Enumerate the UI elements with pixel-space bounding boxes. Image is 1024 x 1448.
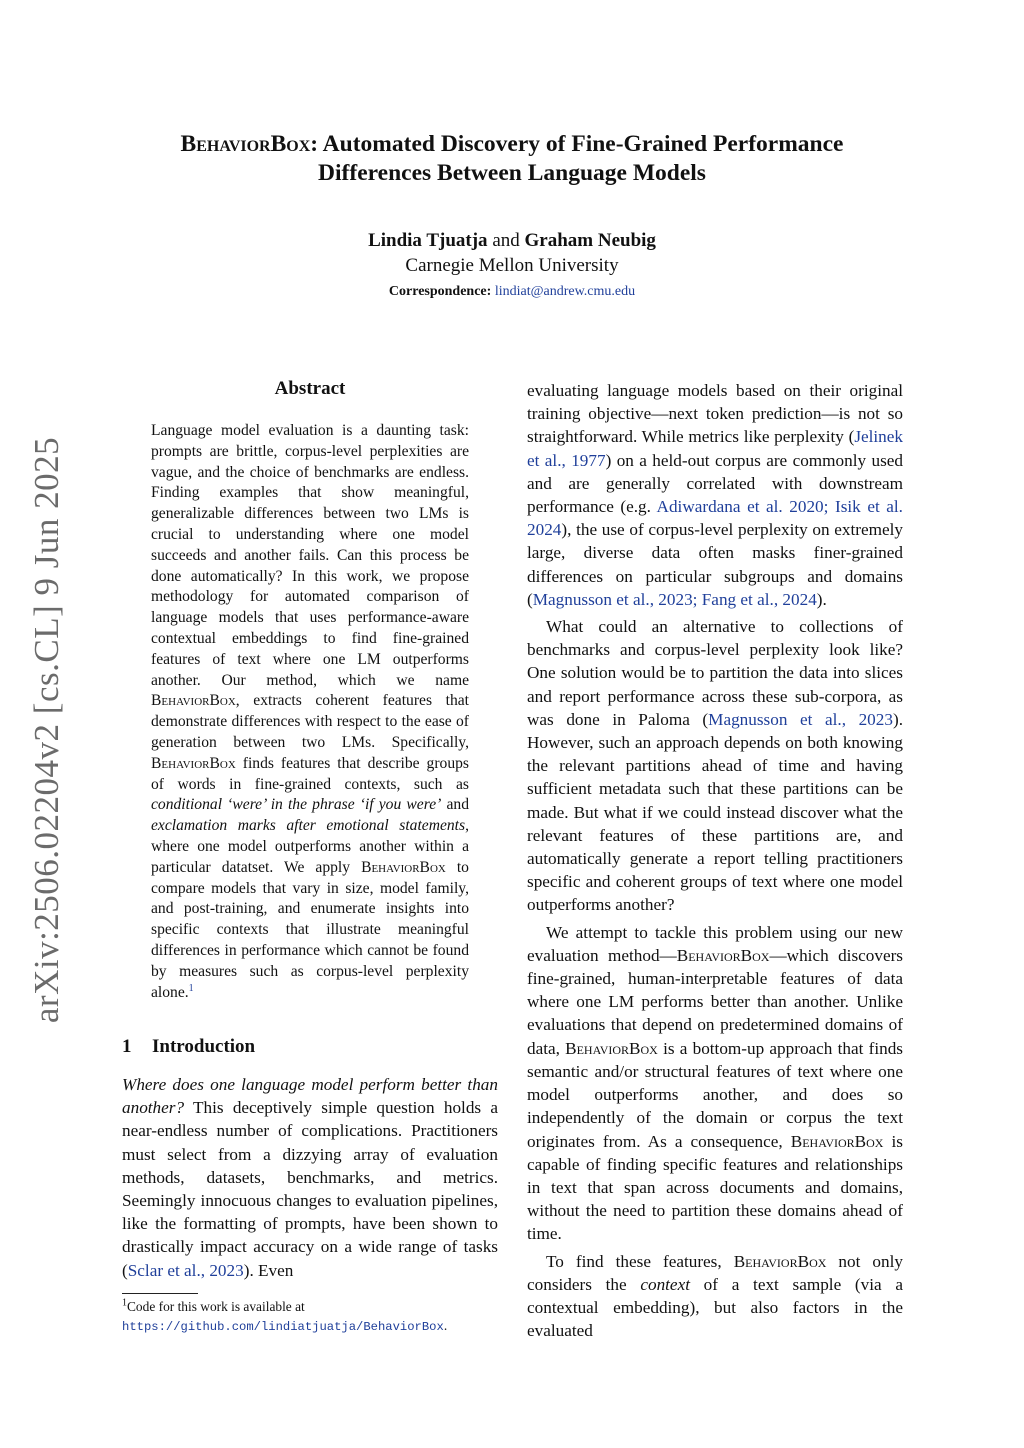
correspondence-line [120, 283, 904, 301]
intro-text: is capable of finding specific features and relationships in text that span across documents and domains, without the need to partition these domains ahead of time. [527, 1131, 903, 1244]
citation-link[interactable]: Isik et al. 2024 [527, 497, 903, 540]
citation-link[interactable]: Jelinek et al., 1977 [527, 427, 903, 470]
abstract-text: to compare models that vary in size, model family, and post-training, and enumerate insights into specific contexts that illustrate meaningful differences in performance which cannot be found by measures such as corpus-level perplexity alone. [151, 858, 469, 1001]
intro-text: of a text sample (via a contextual embedding), but also factors in the evaluated [527, 1274, 903, 1341]
section-title: Introduction [152, 1036, 256, 1057]
intro-paragraph-left [122, 1073, 498, 1282]
method-name: BehaviorBox [361, 858, 446, 876]
author-name: Lindia Tjuatja [368, 230, 488, 251]
footnote-divider [122, 1293, 198, 1294]
author-affiliation: Carnegie Mellon University [405, 255, 619, 276]
right-column [527, 379, 903, 1346]
citation-separator: ; [823, 497, 835, 517]
intro-paragraph [527, 921, 903, 1246]
footnote-marker-link[interactable]: 1 [188, 982, 194, 994]
intro-text: To find these features, [546, 1251, 734, 1271]
abstract-heading: Abstract [274, 378, 346, 399]
method-name: BehaviorBox [676, 945, 770, 965]
abstract-text: , extracts coherent features that demonstrate differences with respect to the ease of generation between two LMs. Specifically, [151, 692, 469, 751]
arxiv-identifier: arXiv:2506.02204v2 [cs.CL] 9 Jun 2025 [27, 436, 67, 1024]
abstract-example: conditional ‘were’ in the phrase ‘if you were’ [151, 796, 442, 814]
abstract-text: , where one model outperforms another within a particular datatset. We apply [151, 817, 469, 876]
intro-text: What could an alternative to collections of benchmarks and corpus-level perplexity look like? One solution would be to partition the data into slices and report performance across these sub-corpora, as was done in Paloma ( [527, 617, 903, 729]
footnote-text-end: . [443, 1318, 448, 1333]
intro-emphasis: context [640, 1274, 690, 1294]
method-name: BehaviorBox [565, 1038, 658, 1058]
correspondence-email-link[interactable]: lindiat@andrew.cmu.edu [494, 284, 636, 299]
citation-link[interactable]: Fang et al., 2024 [701, 589, 817, 609]
citation-link[interactable]: Magnusson et al., 2023 [532, 589, 693, 609]
title-line-1: : Automated Discovery of Fine-Grained Performance [310, 131, 844, 157]
abstract-text: and [441, 796, 469, 814]
abstract-body [151, 421, 469, 1003]
intro-text: We attempt to tackle this problem using our new evaluation method— [527, 922, 903, 965]
intro-text: ). However, such an approach depends on both knowing the relevant partitions ahead of time and having sufficient metadata such that these partitions can be made. But what if we could instead discover what the relevant features of these partitions are, and automatically generate a report telling practitioners specific and coherent groups of text where one model outperforms another? [527, 709, 903, 915]
intro-text: —which discovers fine-grained, human-interpretable features of data where one LM performs better than another. Unlike evaluations that depend on predetermined domains of data, [527, 945, 903, 1058]
abstract-text: Language model evaluation is a daunting task: prompts are brittle, corpus-level perplexities are vague, and the choice of benchmarks are endless. Finding examples that show meaningful, generalizable differences between two LMs is crucial to understanding where one model succeeds and another fails. Can this process be done automatically? In this work, we propose methodology for automated comparison of language models that uses performance-aware contextual embeddings to find fine-grained features of text where one LM outperforms another. Our method, which we name [151, 422, 469, 689]
section-number: 1 [122, 1036, 132, 1057]
intro-text: not only considers the [527, 1251, 903, 1294]
abstract-text: finds features that describe groups of words in fine-grained contexts, such as [151, 754, 469, 793]
intro-text: This deceptively simple question holds a near-endless number of complications. Practitioners must select from a dizzying array of evaluation methods, datasets, benchmarks, and metrics. Seemingly innocuous changes to evaluation pipelines, like the formatting of prompts, have been shown to drastically impact accuracy on a wide range of tasks ( [122, 1098, 498, 1280]
footnote-url-link[interactable]: https://github.com/lindiatjuatja/BehaviorBox [122, 1320, 444, 1334]
intro-text: evaluating language models based on their original training objective—next token prediction—is not so straightforward. While metrics like perplexity ( [527, 381, 903, 447]
title-line-2: Differences Between Language Models [318, 160, 706, 186]
footnote-number: 1 [122, 1297, 127, 1309]
intro-paragraph [527, 615, 903, 917]
footnote-text: Code for this work is available at [127, 1299, 305, 1314]
author-joiner: and [492, 230, 520, 251]
method-name: BehaviorBox [733, 1251, 827, 1271]
intro-text: ) on a held-out corpus are commonly used and are generally correlated with downstream performance (e.g. [527, 450, 903, 517]
method-name: BehaviorBox [790, 1131, 884, 1151]
author-name: Graham Neubig [524, 230, 656, 251]
correspondence-label: Correspondence: [388, 284, 492, 299]
author-list [120, 229, 904, 253]
intro-text: is a bottom-up approach that finds semantic and/or structural features of text where one model outperforms another, and does so independently of the domain or corpus the text originates from. As a consequence, [527, 1038, 903, 1151]
intro-text: ). Even [243, 1260, 294, 1280]
footnote [122, 1297, 498, 1337]
abstract-example: exclamation marks after emotional statements [151, 817, 466, 835]
intro-text: ). [816, 589, 827, 609]
method-name: BehaviorBox [151, 692, 236, 710]
citation-link[interactable]: Sclar et al., 2023 [127, 1260, 244, 1280]
intro-paragraph [527, 1250, 903, 1343]
citation-link[interactable]: Adiwardana et al. 2020 [656, 497, 824, 517]
intro-question: Where does one language model perform better than another? [122, 1075, 498, 1118]
section-heading [122, 1035, 498, 1059]
paper-title [120, 130, 904, 188]
arxiv-side-stamp [22, 436, 72, 1024]
citation-separator: ; [692, 589, 702, 609]
intro-paragraph [527, 379, 903, 611]
title-method-name: BehaviorBox [180, 131, 311, 157]
method-name: BehaviorBox [151, 754, 236, 772]
intro-text: ), the use of corpus-level perplexity on extremely large, diverse data often masks finer-grained differences on particular subgroups and domains ( [527, 520, 903, 609]
citation-link[interactable]: Magnusson et al., 2023 [708, 709, 893, 729]
